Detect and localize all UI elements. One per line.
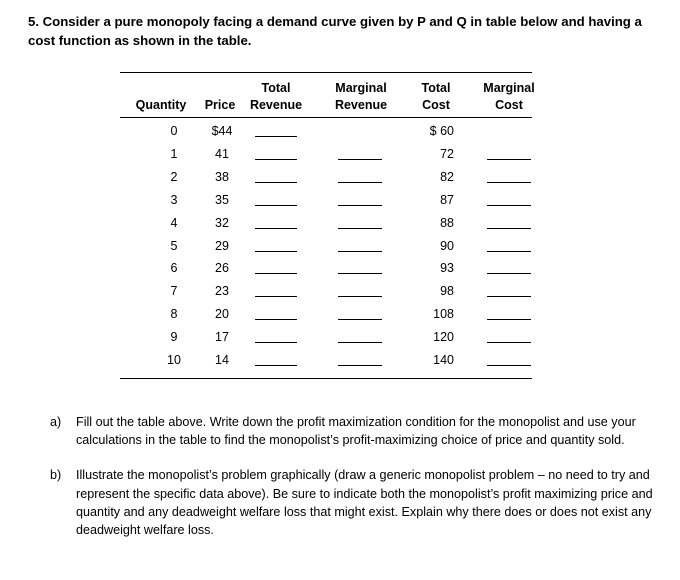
cell-price: 41 [215, 146, 229, 161]
marginal-revenue-blank[interactable] [338, 273, 382, 274]
question-parts [50, 413, 665, 556]
cell-total-cost: 140 [433, 353, 454, 367]
marginal-revenue-blank[interactable] [338, 342, 382, 343]
cell-quantity: 6 [170, 261, 178, 276]
cell-total-cost: 120 [433, 330, 454, 345]
marginal-revenue-blank[interactable] [338, 228, 382, 229]
marginal-revenue-blank[interactable] [338, 159, 382, 160]
marginal-revenue-blank[interactable] [338, 319, 382, 320]
header-total-cost-line1: Total [421, 81, 451, 95]
part-a-text: Fill out the table above. Write down the profit maximization condition for the monopolist and use your calculations in the table to find the monopolist’s profit-maximizing choice of price and quantity sold. [76, 415, 636, 448]
total-revenue-blank[interactable] [255, 342, 297, 343]
cell-total-cost: 72 [440, 146, 454, 161]
header-marginal-revenue-line1: Marginal [335, 81, 387, 95]
cell-price: 29 [215, 238, 229, 253]
total-revenue-blank[interactable] [255, 205, 297, 206]
cell-total-cost: 108 [433, 307, 454, 322]
cell-total-cost: $ 60 [429, 124, 454, 138]
header-quantity: Quantity [135, 98, 187, 112]
part-b-label: b) [50, 468, 62, 483]
cell-total-cost: 98 [440, 284, 454, 299]
total-revenue-blank[interactable] [255, 296, 297, 297]
marginal-cost-blank[interactable] [487, 205, 531, 206]
marginal-cost-blank[interactable] [487, 296, 531, 297]
marginal-revenue-blank[interactable] [338, 365, 382, 366]
cell-total-cost: 82 [440, 169, 454, 184]
part-a-label: a) [50, 415, 62, 429]
total-revenue-blank[interactable] [255, 228, 297, 229]
cell-total-cost: 93 [440, 261, 454, 276]
cell-quantity: 2 [170, 169, 178, 184]
header-marginal-revenue-line2: Revenue [334, 98, 388, 112]
header-total-revenue-line2: Revenue [249, 98, 303, 112]
question-text: 5. Consider a pure monopoly facing a demand curve given by P and Q in table below and having a cost function as shown in the table. [28, 14, 642, 48]
marginal-cost-blank[interactable] [487, 319, 531, 320]
marginal-cost-blank[interactable] [487, 342, 531, 343]
header-divider [120, 117, 532, 118]
cell-quantity: 9 [170, 330, 178, 345]
total-revenue-blank[interactable] [255, 159, 297, 160]
marginal-cost-blank[interactable] [487, 159, 531, 160]
marginal-cost-blank[interactable] [487, 365, 531, 366]
cell-price: 38 [215, 169, 229, 184]
cell-price: 32 [215, 215, 229, 230]
cell-price: 26 [215, 261, 229, 276]
part-a [50, 413, 665, 449]
total-revenue-blank[interactable] [255, 251, 297, 252]
cell-total-cost: 90 [440, 238, 454, 253]
marginal-cost-blank[interactable] [487, 251, 531, 252]
marginal-cost-blank[interactable] [487, 228, 531, 229]
cell-price: 14 [215, 353, 229, 367]
total-revenue-blank[interactable] [255, 136, 297, 137]
header-price: Price [204, 98, 236, 112]
cell-price: 35 [215, 192, 229, 207]
marginal-cost-blank[interactable] [487, 182, 531, 183]
part-b-text: Illustrate the monopolist’s problem graphically (draw a generic monopolist problem – no need to try and represent the specific data above). Be sure to indicate both the monopolist’s profit maximizing price and quantity and any deadweight welfare loss that might exist. Explain why there does or does not exist any deadweight welfare loss. [76, 468, 653, 538]
total-revenue-blank[interactable] [255, 365, 297, 366]
header-total-revenue-line1: Total [261, 81, 291, 95]
cell-total-cost: 88 [440, 215, 454, 230]
marginal-cost-blank[interactable] [487, 273, 531, 274]
cell-quantity: 8 [170, 307, 178, 322]
header-total-cost-line2: Cost [422, 98, 450, 112]
cell-quantity: 0 [170, 124, 178, 138]
cell-quantity: 4 [170, 215, 178, 230]
total-revenue-blank[interactable] [255, 182, 297, 183]
monopoly-table [120, 72, 535, 379]
cell-price: 23 [215, 284, 229, 299]
cell-price: $44 [211, 124, 233, 138]
cell-price: 20 [215, 307, 229, 322]
marginal-revenue-blank[interactable] [338, 251, 382, 252]
cell-quantity: 5 [170, 238, 178, 253]
total-revenue-blank[interactable] [255, 273, 297, 274]
header-marginal-cost-line1: Marginal [483, 81, 535, 95]
marginal-revenue-blank[interactable] [338, 205, 382, 206]
header-marginal-cost-line2: Cost [495, 98, 523, 112]
total-revenue-blank[interactable] [255, 319, 297, 320]
cell-price: 17 [215, 330, 229, 345]
marginal-revenue-blank[interactable] [338, 182, 382, 183]
cell-quantity: 7 [170, 284, 178, 299]
part-b [50, 466, 665, 539]
cell-quantity: 3 [170, 192, 178, 207]
cell-quantity: 10 [167, 353, 181, 367]
cell-quantity: 1 [170, 146, 178, 161]
cell-total-cost: 87 [440, 192, 454, 207]
marginal-revenue-blank[interactable] [338, 296, 382, 297]
